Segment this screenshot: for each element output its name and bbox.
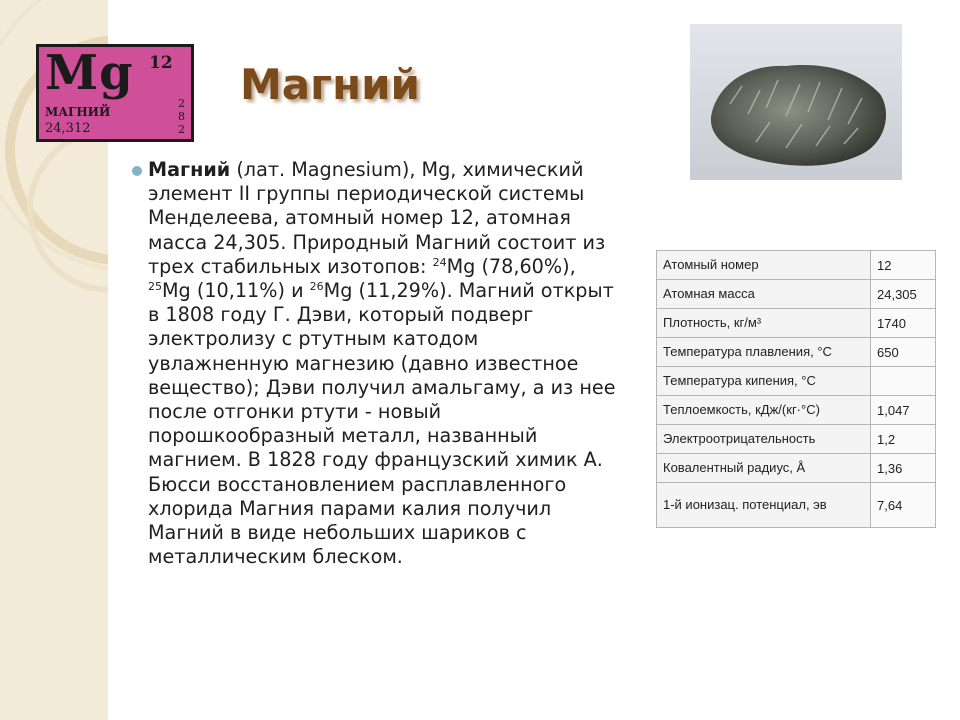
property-label [657, 396, 871, 425]
body-paragraph [148, 158, 618, 569]
property-value: 1740 [871, 309, 936, 338]
property-value: 7,64 [871, 483, 936, 528]
lead-term: Магний [148, 158, 231, 181]
table-row [657, 483, 936, 528]
body-text-3: Mg (10,11%) и [162, 279, 310, 303]
isotope-25-mass: 25 [148, 280, 162, 294]
property-label [657, 483, 871, 528]
property-value [871, 367, 936, 396]
properties-table [656, 250, 936, 528]
table-row [657, 454, 936, 483]
magnesium-photo [690, 24, 902, 180]
property-label [657, 280, 871, 309]
property-label-text: Температура кипения, °С [663, 373, 816, 388]
property-label-text: Атомная масса [663, 286, 755, 301]
element-mass: 24,312 [45, 121, 91, 136]
property-value: 1,2 [871, 425, 936, 454]
property-label-text: 1-й ионизац. потенциал, эв [663, 497, 827, 512]
property-label-text: Плотность, кг/м³ [663, 315, 762, 330]
property-label [657, 367, 871, 396]
property-value: 650 [871, 338, 936, 367]
body-text-2: Mg (78,60%), [446, 254, 576, 278]
shell-2: 8 [178, 110, 185, 123]
body-text-1: (лат. Magnesium), Mg, химический элемент II группы периодической системы Менделеева, атомный номер 12, атомная масса 24,305. Природный Магний состоит из трех стабильных изотопов: [148, 158, 606, 278]
table-row [657, 280, 936, 309]
property-label [657, 338, 871, 367]
table-row [657, 309, 936, 338]
element-name: МАГНИЙ [45, 105, 111, 119]
property-value: 1,047 [871, 396, 936, 425]
body-text-4: Mg (11,29%). Магний открыт в 1808 году Г. Дэви, который подверг электролизу с ртутным катодом увлажненную магнезию (давно известное вещество); Дэви получил амальгаму, а из нее после отгонки ртути - новый порошкообразный металл, названный магнием. В 1828 году французский химик А. Бюсси восстановлением расплавленного хлорида Магния парами калия получил Магний в виде небольших шариков с металлическим блеском. [148, 279, 616, 569]
property-label-text: Атомный номер [663, 257, 759, 272]
property-label [657, 309, 871, 338]
property-label-text: Электроотрицательность [663, 431, 816, 446]
property-label-text: Ковалентный радиус, Å [663, 460, 806, 475]
table-row [657, 425, 936, 454]
isotope-24-mass: 24 [432, 255, 447, 269]
slide-title: Магний [240, 60, 420, 109]
shell-3: 2 [178, 123, 185, 136]
property-label-text: Температура плавления, °С [663, 344, 832, 359]
property-label [657, 454, 871, 483]
table-row [657, 251, 936, 280]
property-value: 1,36 [871, 454, 936, 483]
property-label [657, 251, 871, 280]
property-label [657, 425, 871, 454]
property-value: 24,305 [871, 280, 936, 309]
electron-shells [178, 97, 185, 136]
property-label-text: Теплоемкость, кДж/(кг·°С) [663, 402, 820, 417]
element-number: 12 [149, 53, 173, 73]
magnesium-crystal-image [690, 24, 902, 180]
isotope-26-mass: 26 [309, 280, 324, 294]
property-value: 12 [871, 251, 936, 280]
element-symbol: Mg [45, 45, 134, 101]
table-row [657, 396, 936, 425]
bullet-marker [132, 166, 142, 176]
table-row [657, 367, 936, 396]
shell-1: 2 [178, 97, 185, 110]
table-row [657, 338, 936, 367]
element-tile [36, 44, 194, 142]
